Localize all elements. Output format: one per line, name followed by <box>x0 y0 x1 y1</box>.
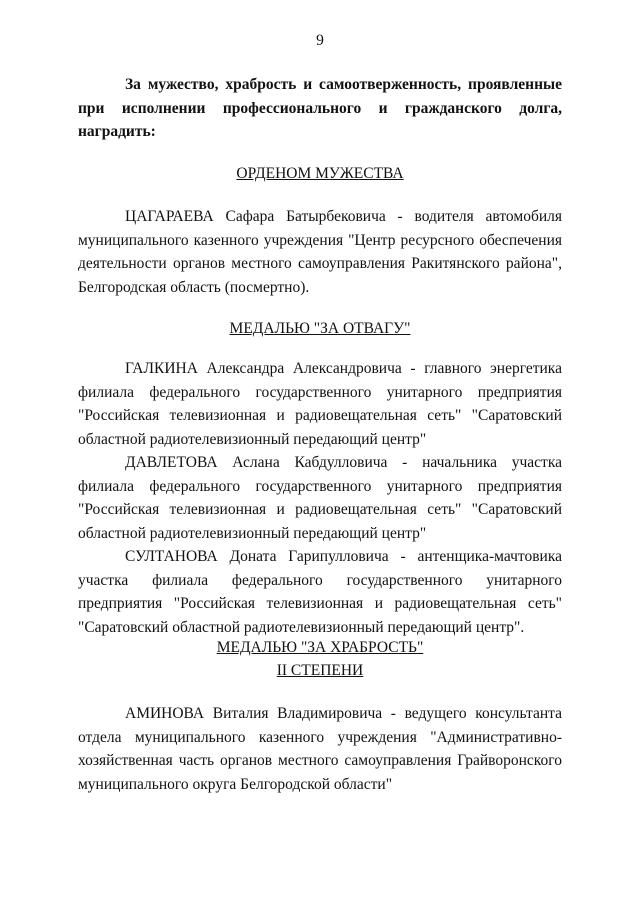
entry-davletov: ДАВЛЕТОВА Аслана Кабдулловича - начальника участка филиала федерального государственного унитарного предприятия "Российская телевизионная и радиовещательная сеть" "Саратовский областной радиотелевизионный передающий центр" <box>78 454 562 542</box>
entry-text: ЦАГАРАЕВА Сафара Батырбековича - водителя автомобиля муниципального казенного учреждения "Центр ресурсного обеспечения деятельности органов местного самоуправления Ракитянского района", Белгородская область (посмертно). <box>78 208 562 296</box>
award-intro: За мужество, храбрость и самоотверженность, проявленные при исполнении профессионального и гражданского долга, наградить: <box>78 76 562 140</box>
heading-medal-for-courage: МЕДАЛЬЮ "ЗА ХРАБРОСТЬ" <box>216 639 424 656</box>
heading-order-of-courage: ОРДЕНОМ МУЖЕСТВА <box>236 165 404 182</box>
heading-medal-degree: II СТЕПЕНИ <box>276 662 364 679</box>
entry-sultanov: СУЛТАНОВА Доната Гарипулловича - антенщика-мачтовика участка филиала федерального государственного унитарного предприятия "Российская телевизионная и радиовещательная сеть" "Саратовский областной радиотелевизионный передающий центр". <box>78 548 562 636</box>
heading-medal-for-bravery: МЕДАЛЬЮ "ЗА ОТВАГУ" <box>229 320 411 337</box>
entry-tsagaraev <box>78 205 562 299</box>
entries-medal-for-bravery <box>78 357 562 639</box>
entry-aminov <box>78 702 562 796</box>
entry-galkin: ГАЛКИНА Александра Александровича - главного энергетика филиала федерального государственного унитарного предприятия "Российская телевизионная и радиовещательная сеть" "Саратовский областной радиотелевизионный передающий центр" <box>78 360 562 448</box>
page-number: 9 <box>316 32 324 49</box>
entry-text: АМИНОВА Виталия Владимировича - ведущего консультанта отдела муниципального казенного учреждения "Административно-хозяйственная часть органов местного самоуправления Грайворонского муниципального округа Белгородской области" <box>78 705 562 793</box>
